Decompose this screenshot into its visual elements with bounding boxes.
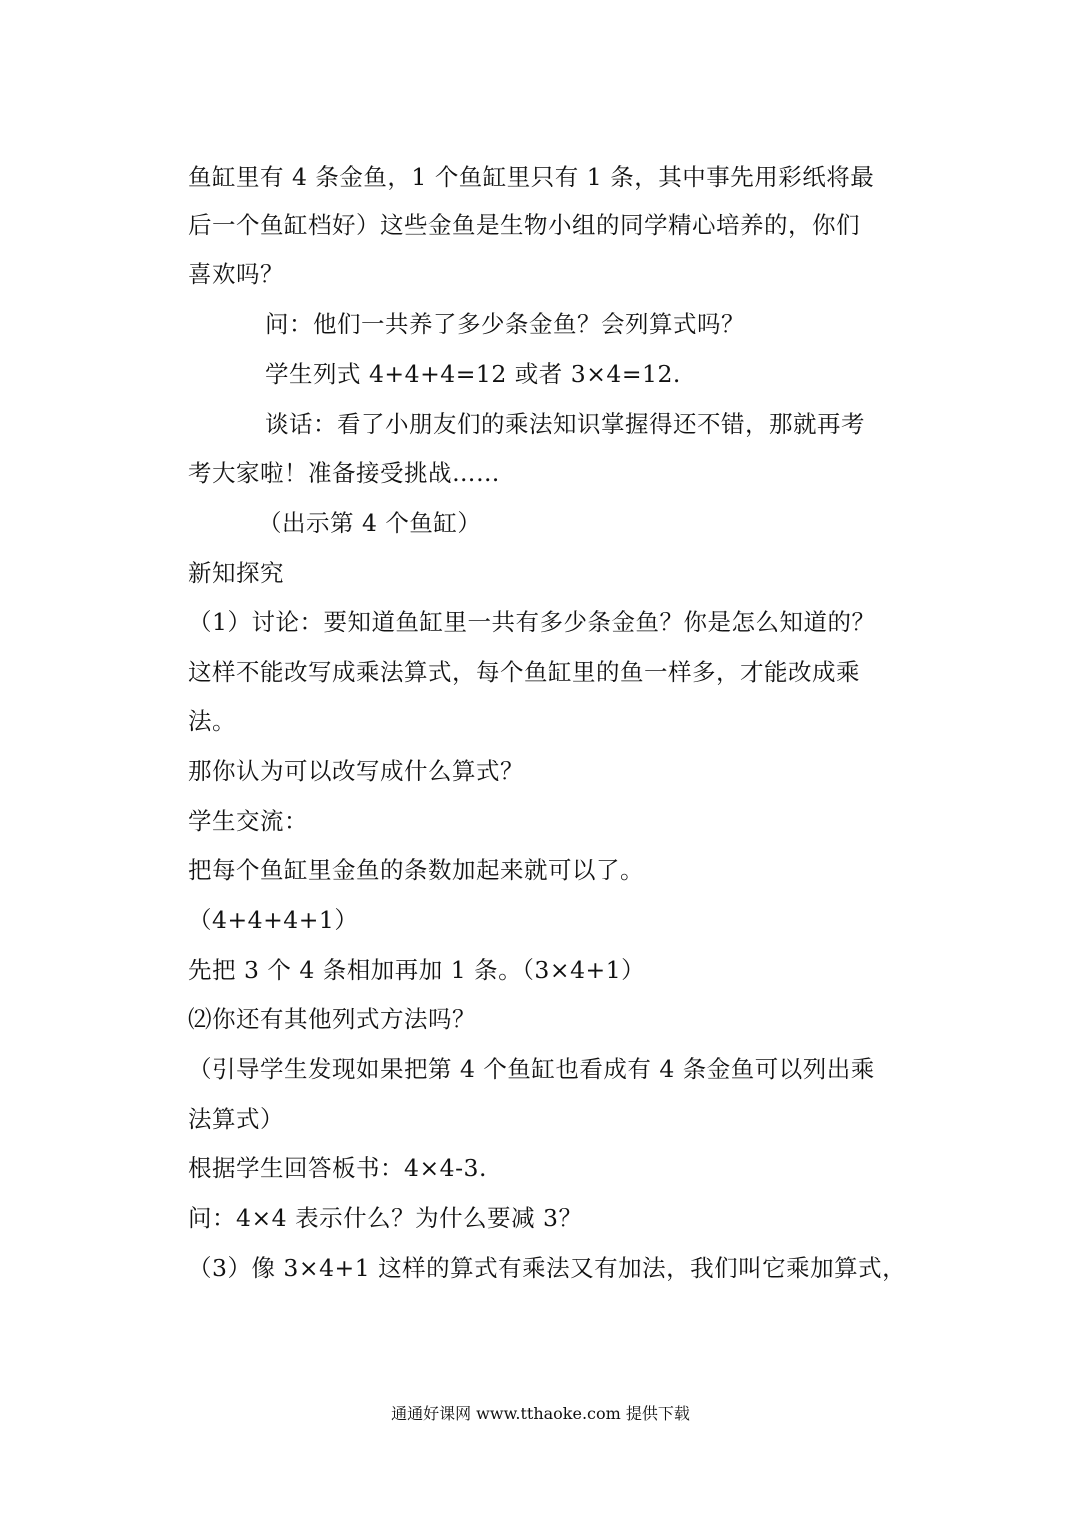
text-line: 把每个鱼缸里金鱼的条数加起来就可以了。 [188, 856, 644, 884]
text-line: ⑵你还有其他列式方法吗？ [188, 1005, 476, 1033]
text-line: 学生列式 4+4+4=12 或者 3×4=12. [265, 360, 681, 388]
text-line: 喜欢吗？ [188, 260, 284, 288]
text-line: 后一个鱼缸档好）这些金鱼是生物小组的同学精心培养的，你们 [188, 211, 860, 239]
text-line: （3）像 3×4+1 这样的算式有乘法又有加法，我们叫它乘加算式， [188, 1254, 907, 1282]
text-line: 根据学生回答板书：4×4-3. [188, 1154, 487, 1182]
text-line: 先把 3 个 4 条相加再加 1 条。（3×4+1） [188, 956, 646, 984]
text-line: 问：4×4 表示什么？为什么要减 3？ [188, 1204, 583, 1232]
text-line: 法算式） [188, 1105, 284, 1133]
text-line: 法。 [188, 707, 236, 735]
text-line: 鱼缸里有 4 条金鱼，1 个鱼缸里只有 1 条，其中事先用彩纸将最 [188, 163, 875, 191]
text-line: （4+4+4+1） [188, 906, 359, 934]
page-footer: 通通好课网 www.tthaoke.com 提供下载 [391, 1404, 690, 1423]
text-line: 这样不能改写成乘法算式，每个鱼缸里的鱼一样多，才能改成乘 [188, 658, 860, 686]
text-line: 那你认为可以改写成什么算式？ [188, 757, 524, 785]
text-line: 问：他们一共养了多少条金鱼？会列算式吗？ [265, 310, 745, 338]
section-heading: 新知探究 [188, 559, 284, 587]
text-line: 学生交流： [188, 807, 308, 835]
text-line: （引导学生发现如果把第 4 个鱼缸也看成有 4 条金鱼可以列出乘 [188, 1055, 875, 1083]
text-line: 考大家啦！准备接受挑战…… [188, 459, 500, 487]
text-line: （出示第 4 个鱼缸） [258, 509, 482, 537]
text-line: 谈话：看了小朋友们的乘法知识掌握得还不错，那就再考 [265, 410, 865, 438]
text-line: （1）讨论：要知道鱼缸里一共有多少条金鱼？你是怎么知道的？ [188, 608, 876, 636]
